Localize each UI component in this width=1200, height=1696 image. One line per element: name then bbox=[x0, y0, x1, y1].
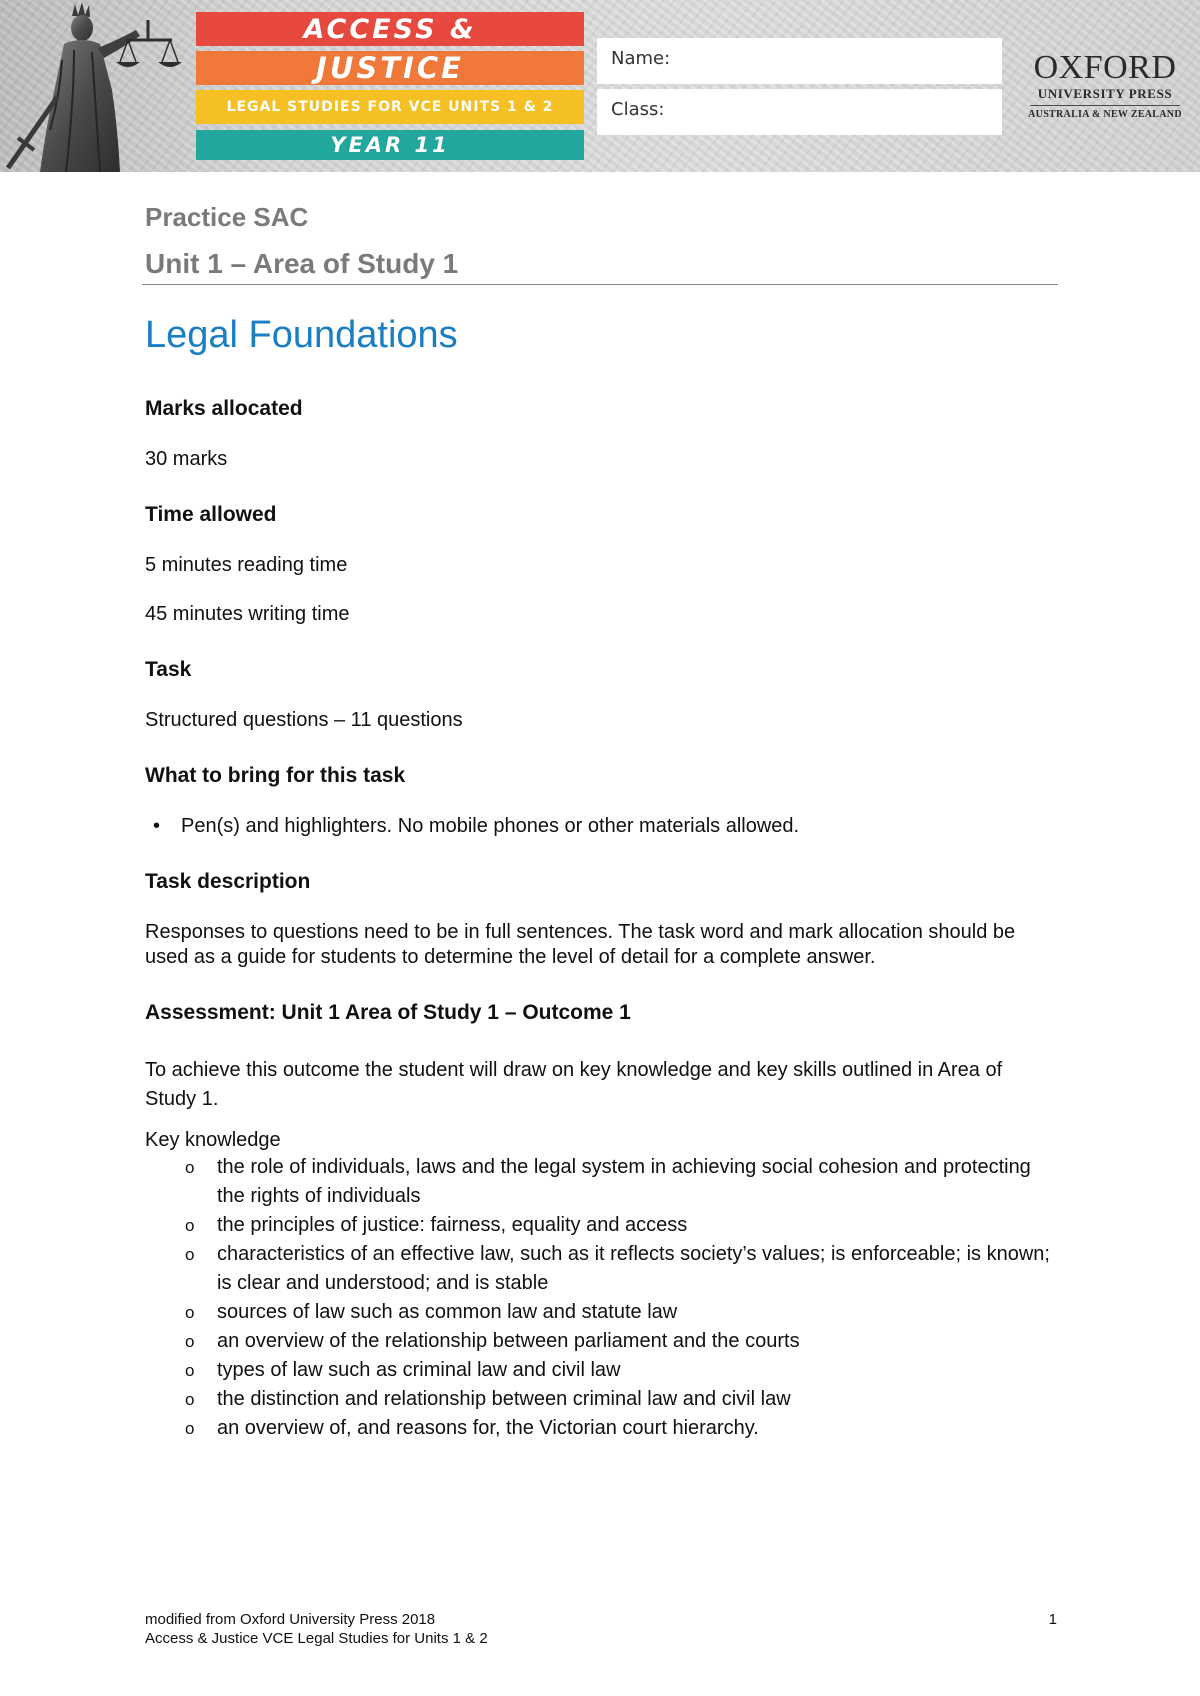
marks-value: 30 marks bbox=[145, 448, 228, 470]
footer-book-title: Access & Justice VCE Legal Studies for Units 1 & 2 bbox=[145, 1630, 488, 1647]
circle-bullet-icon: o bbox=[185, 1390, 195, 1409]
bring-item-text: Pen(s) and highlighters. No mobile phones or other materials allowed. bbox=[181, 815, 800, 837]
circle-bullet-icon: o bbox=[185, 1245, 195, 1264]
bring-list bbox=[145, 814, 1057, 839]
brand-year: YEAR 11 bbox=[330, 133, 450, 157]
reading-time: 5 minutes reading time bbox=[145, 554, 348, 576]
bullet-icon: • bbox=[153, 815, 161, 837]
task-value: Structured questions – 11 questions bbox=[145, 709, 463, 731]
name-field[interactable] bbox=[597, 38, 1002, 84]
page-footer bbox=[145, 1610, 1057, 1648]
key-knowledge-text: an overview of the relationship between parliament and the courts bbox=[217, 1330, 800, 1352]
list-item bbox=[145, 1356, 1057, 1385]
key-knowledge-text: an overview of, and reasons for, the Victorian court hierarchy. bbox=[217, 1417, 759, 1439]
class-label: Class: bbox=[611, 99, 665, 120]
brand-bar-year bbox=[196, 130, 584, 160]
name-label: Name: bbox=[611, 48, 671, 69]
key-knowledge-list bbox=[145, 1153, 1057, 1443]
list-item bbox=[145, 814, 1057, 839]
lady-justice-statue-image bbox=[0, 0, 195, 172]
practice-sac-label: Practice SAC bbox=[145, 202, 309, 232]
task-heading: Task bbox=[145, 658, 192, 681]
brand-bar-legal-studies bbox=[196, 90, 584, 124]
assessment-intro: To achieve this outcome the student will draw on key knowledge and key skills outlined in Area of Study 1. bbox=[145, 1059, 1003, 1110]
circle-bullet-icon: o bbox=[185, 1361, 195, 1380]
brand-title-access: ACCESS & bbox=[303, 13, 477, 45]
key-knowledge-text: the role of individuals, laws and the legal system in achieving social cohesion and protecting the rights of individuals bbox=[217, 1156, 1031, 1207]
time-heading: Time allowed bbox=[145, 503, 277, 526]
task-details bbox=[145, 396, 1057, 1443]
list-item bbox=[145, 1298, 1057, 1327]
publisher-logo bbox=[1020, 50, 1190, 121]
header-banner bbox=[0, 0, 1200, 172]
key-knowledge-text: sources of law such as common law and statute law bbox=[217, 1301, 678, 1323]
list-item bbox=[145, 1385, 1057, 1414]
unit-heading: Unit 1 – Area of Study 1 bbox=[145, 248, 459, 279]
list-item bbox=[145, 1211, 1057, 1240]
brand-bar-access bbox=[196, 12, 584, 46]
bring-heading: What to bring for this task bbox=[145, 764, 406, 787]
publisher-divider bbox=[1030, 105, 1180, 106]
page-number: 1 bbox=[1048, 1611, 1057, 1628]
publisher-name: OXFORD bbox=[1033, 49, 1177, 86]
heading-divider bbox=[142, 284, 1058, 285]
list-item bbox=[145, 1240, 1057, 1298]
document-title: Legal Foundations bbox=[145, 314, 458, 356]
brand-title-justice: JUSTICE bbox=[316, 51, 464, 85]
description-heading: Task description bbox=[145, 870, 311, 893]
class-field[interactable] bbox=[597, 89, 1002, 135]
footer-credit: modified from Oxford University Press 2018 bbox=[145, 1611, 436, 1628]
publisher-region: AUSTRALIA & NEW ZEALAND bbox=[1028, 109, 1182, 120]
description-text: Responses to questions need to be in full sentences. The task word and mark allocation should be used as a guide for students to determine the level of detail for a complete answer. bbox=[145, 921, 1016, 968]
key-knowledge-text: the principles of justice: fairness, equality and access bbox=[217, 1214, 688, 1236]
key-knowledge-text: the distinction and relationship between criminal law and civil law bbox=[217, 1388, 791, 1410]
key-knowledge-text: types of law such as criminal law and civil law bbox=[217, 1359, 621, 1381]
brand-subtitle: LEGAL STUDIES FOR VCE UNITS 1 & 2 bbox=[226, 99, 554, 115]
writing-time: 45 minutes writing time bbox=[145, 603, 350, 625]
list-item bbox=[145, 1414, 1057, 1443]
circle-bullet-icon: o bbox=[185, 1158, 195, 1177]
circle-bullet-icon: o bbox=[185, 1303, 195, 1322]
circle-bullet-icon: o bbox=[185, 1332, 195, 1351]
marks-heading: Marks allocated bbox=[145, 397, 303, 420]
circle-bullet-icon: o bbox=[185, 1216, 195, 1235]
key-knowledge-text: characteristics of an effective law, such as it reflects society’s values; is enforceable; is known; is clear and understood; and is stable bbox=[217, 1243, 1050, 1294]
key-knowledge-label: Key knowledge bbox=[145, 1129, 281, 1151]
brand-bar-justice bbox=[196, 51, 584, 85]
circle-bullet-icon: o bbox=[185, 1419, 195, 1438]
list-item bbox=[145, 1153, 1057, 1211]
assessment-heading: Assessment: Unit 1 Area of Study 1 – Outcome 1 bbox=[145, 1001, 631, 1024]
publisher-subtitle: UNIVERSITY PRESS bbox=[1037, 86, 1173, 101]
list-item bbox=[145, 1327, 1057, 1356]
